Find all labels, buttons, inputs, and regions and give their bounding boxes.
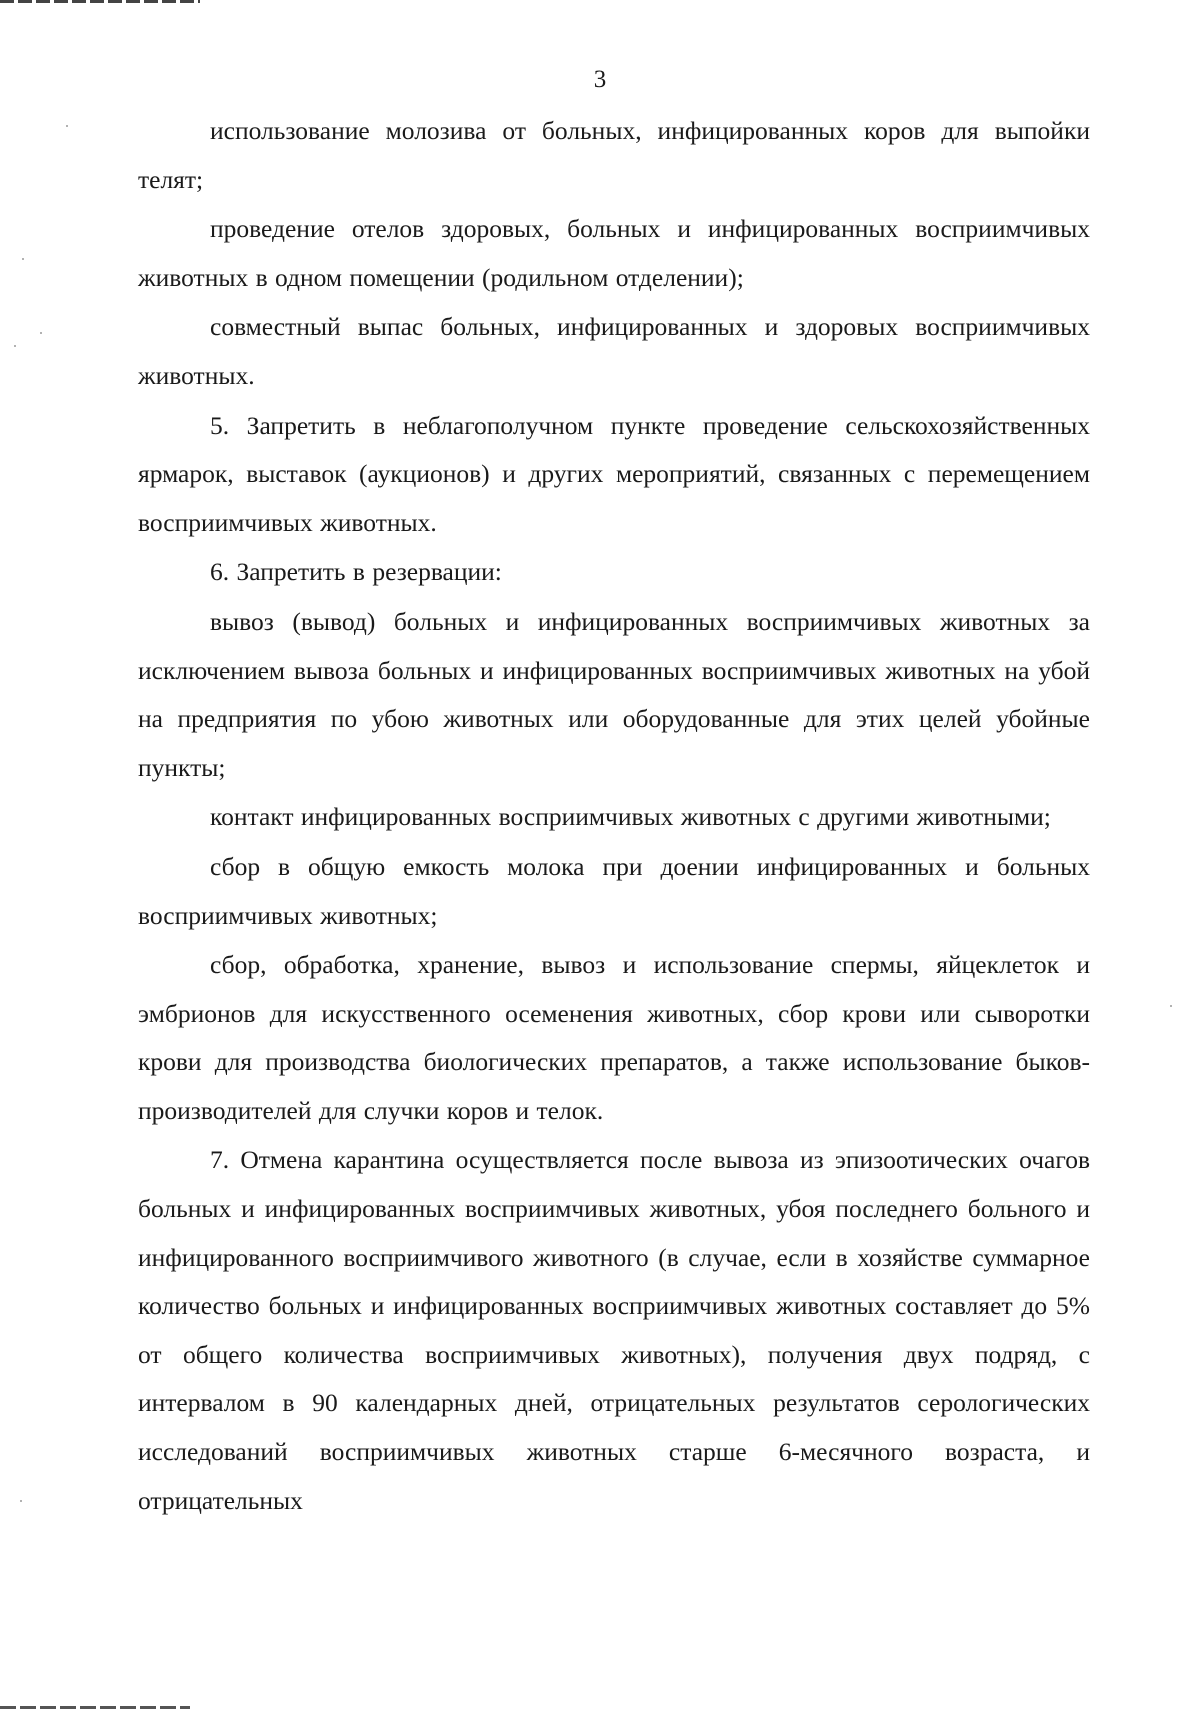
scan-edge-bottom <box>0 1706 190 1709</box>
scan-speck <box>40 332 42 334</box>
page-number: 3 <box>593 66 607 93</box>
scan-speck <box>1170 1005 1172 1007</box>
scan-speck <box>22 258 24 260</box>
paragraph: вывоз (вывод) больных и инфицированных восприимчивых животных за исключением вывоза больных и инфицированных восприимчивых животных на убой на предприятия по убою животных или оборудованные для этих целей убойные пункты; <box>138 606 1090 782</box>
scan-edge-top <box>0 0 200 3</box>
paragraph: 5. Запретить в неблагополучном пункте проведение сельскохозяйственных ярмарок, выставок (аукционов) и других мероприятий, связанных с перемещением восприимчивых животных. <box>138 410 1090 537</box>
page-body <box>138 107 1090 1526</box>
paragraph: использование молозива от больных, инфицированных коров для выпойки телят; <box>138 116 1090 194</box>
paragraph: совместный выпас больных, инфицированных и здоровых восприимчивых животных. <box>138 312 1090 390</box>
scan-speck <box>20 1500 22 1502</box>
paragraph: сбор в общую емкость молока при доении инфицированных и больных восприимчивых животных; <box>138 851 1090 930</box>
paragraph: 7. Отмена карантина осуществляется после вывоза из эпизоотических очагов больных и инфицированных восприимчивых животных, убоя последнего больного и инфицированного восприимчивого животного (в случае, если в хозяйстве суммарное количество больных и инфицированных восприимчивых животных составляет до 5% от общего количества восприимчивых животных), получения двух подряд, с интервалом в 90 календарных дней, отрицательных результатов серологических исследований восприимчивых животных старше 6-месячного возраста, и отрицательных <box>138 1145 1090 1515</box>
paragraph: сбор, обработка, хранение, вывоз и использование спермы, яйцеклеток и эмбрионов для искусственного осеменения животных, сбор крови или сыворотки крови для производства биологических препаратов, а также использование быков-производителей для случки коров и телок. <box>138 950 1090 1125</box>
scan-speck <box>14 345 16 347</box>
paragraph: проведение отелов здоровых, больных и инфицированных восприимчивых животных в одном помещении (родильном отделении); <box>138 214 1090 292</box>
paragraph: контакт инфицированных восприимчивых животных с другими животными; <box>210 802 1051 832</box>
paragraph: 6. Запретить в резервации: <box>210 557 502 587</box>
scan-speck <box>66 125 68 127</box>
